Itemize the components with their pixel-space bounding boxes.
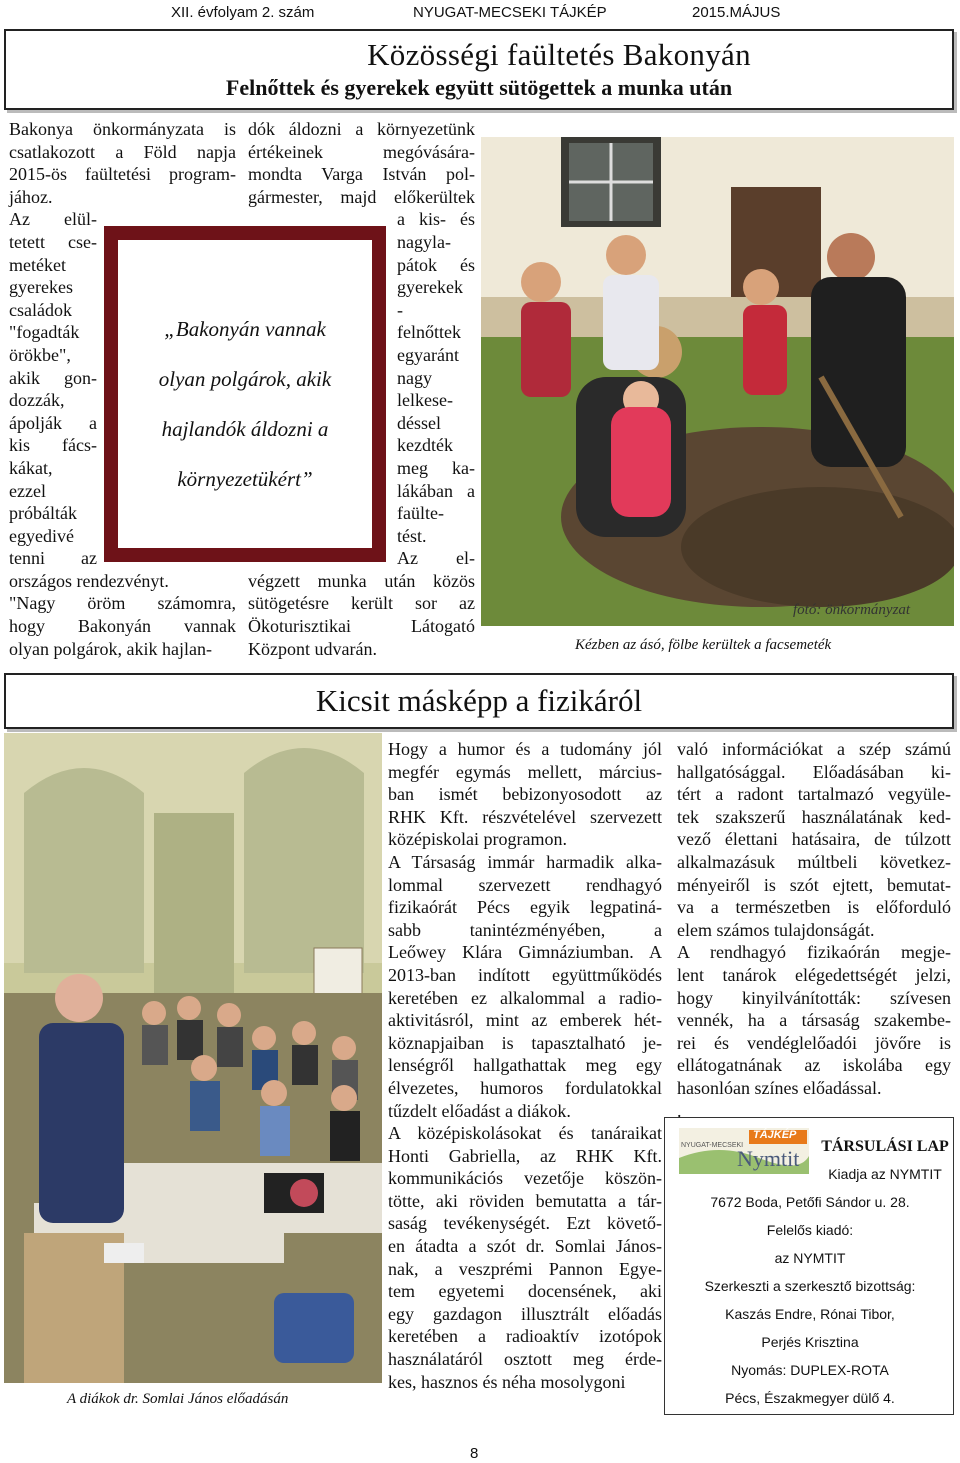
tree-planting-illustration (481, 137, 954, 626)
text-line: lommal szervezett rendhagyó (388, 874, 662, 895)
issue-label: XII. évfolyam 2. szám (171, 4, 315, 21)
text-line: ban ismét bebizonyosodott az (388, 784, 662, 805)
text-line: lákában a (397, 480, 475, 501)
text-line: fizikaórát Pécs egyik legpatiná- (388, 897, 662, 918)
text-line: tűzdelt előadást a diákok. (388, 1100, 571, 1121)
running-header (0, 4, 960, 24)
text-line: hogy Bakonyán vannak (9, 616, 236, 637)
article2-column-2 (677, 738, 951, 1122)
text-line: alkalmazásuk múltbeli következ- (677, 851, 951, 872)
text-line: ellátogatnának az iskolába egy (677, 1055, 951, 1076)
logo-left-text: NYUGAT-MECSEKI (681, 1142, 744, 1149)
tree-planting-photo (481, 137, 954, 626)
text-line: Az el- (397, 548, 475, 569)
text-line: ezzel (9, 480, 46, 501)
lecture-photo (4, 733, 382, 1383)
text-line: 2013-ban indított együttműködés (388, 964, 662, 985)
text-line: dók áldozni a környezetünk (248, 119, 475, 139)
text-line: akik gon- (9, 367, 97, 388)
text-line: a kis- és (397, 209, 475, 230)
text-line: középiskolai programon. (388, 829, 567, 850)
article2-column-1 (388, 738, 662, 1393)
text-line: egy gazdagon illusztrált előadás (388, 1303, 662, 1324)
article2-photo-caption: A diákok dr. Somlai János előadásán (67, 1391, 289, 1407)
imprint-line: 7672 Boda, Petőfi Sándor u. 28. (710, 1194, 910, 1210)
text-line: dozzák, (9, 390, 65, 411)
text-line: saság tevékenységét. Ezt követő- (388, 1213, 662, 1234)
text-line: kommunikációs vezetője köszön- (388, 1168, 662, 1189)
text-line: va a természetben is előforduló (677, 897, 951, 918)
text-line: gármester, majd előkerültek (248, 186, 475, 207)
imprint-line: Pécs, Északmegyer dülő 4. (725, 1390, 895, 1406)
imprint-line: az NYMTIT (774, 1250, 846, 1266)
imprint-line: Perjés Krisztina (761, 1334, 859, 1350)
imprint-line: Szerkeszti a szerkesztő bizottság: (704, 1278, 916, 1294)
imprint-line: Kaszás Endre, Rónai Tibor, (725, 1306, 895, 1322)
text-line: nagyla- (397, 231, 451, 252)
article1-subtitle: Felnőttek és gyerekek együtt sütögettek a munka után (225, 75, 733, 100)
text-line: gyerekek (397, 277, 463, 298)
article1-photo-caption: Kézben az ásó, fölbe kerültek a facsemeték (575, 637, 832, 653)
text-line: tenni az (9, 548, 97, 569)
text-line: meg ka- (397, 457, 475, 478)
quote-line: környezetükért” (177, 467, 313, 491)
text-line: csatlakozott a Föld napja (9, 141, 236, 162)
text-line: országos rendezvényt. (9, 570, 169, 591)
text-line: örökbe", (9, 344, 71, 365)
text-line: hasonlóan színes előadással. (677, 1077, 882, 1098)
text-line: Az elül- (9, 209, 97, 230)
lecture-illustration (4, 733, 382, 1383)
text-line: nak, a veszprémi Pannon Egye- (388, 1258, 662, 1279)
quote-line: olyan polgárok, akik (158, 367, 332, 391)
text-line: tetett cse- (9, 231, 97, 252)
text-line: tem egyetemi docensének, aki (388, 1281, 662, 1302)
text-line: élvezetes, humoros fordulatokkal (388, 1077, 662, 1098)
imprint-heading: TÁRSULÁSI LAP (821, 1138, 949, 1155)
text-line: való információkat a szép számú (677, 739, 951, 759)
text-line: Leőwey Klára Gimnáziumban. A (388, 942, 662, 963)
imprint-line: Kiadja az NYMTIT (828, 1166, 942, 1182)
text-line: Ökoturisztikai Látogató (248, 616, 475, 637)
text-line: lenségről hallgathattak meg egy (388, 1055, 662, 1076)
article1-title: Közösségi faültetés Bakonyán (367, 37, 751, 72)
text-line: faülte- (397, 503, 444, 524)
text-line: megfér egymás mellett, március- (388, 761, 662, 782)
text-line: pátok és (397, 254, 475, 275)
text-line: olyan polgárok, akik hajlan- (9, 638, 212, 659)
text-line: mondta Varga István pol- (248, 164, 475, 185)
nymtit-logo (679, 1128, 809, 1174)
text-line: sütögetésre került sor az (248, 593, 475, 614)
text-line: köznapjaiban is tapasztalható je- (388, 1032, 662, 1053)
imprint-line: Felelős kiadó: (766, 1222, 854, 1238)
text-line: gyerekes (9, 277, 73, 298)
text-line: végzett munka után közös (248, 570, 475, 591)
issue-date: 2015.MÁJUS (692, 4, 781, 21)
text-line: vennék, ha a társaság szakembe- (677, 1010, 951, 1031)
imprint-line: Nyomás: DUPLEX-ROTA (731, 1362, 889, 1378)
text-line: rei és vendéglelőadói jövőre is (677, 1032, 951, 1053)
text-line: Bakonya önkormányzata is (9, 119, 236, 139)
text-line: déssel (397, 412, 441, 433)
text-line: 2015-ös faültetési program- (9, 164, 236, 185)
photo-credit: fotó: önkormányzat (793, 602, 911, 618)
pull-quote (104, 226, 386, 562)
text-line: felnőttek (397, 322, 461, 343)
text-line: "Nagy öröm számomra, (9, 593, 236, 614)
text-line: használatáról osztott meg érde- (388, 1349, 662, 1370)
text-line: tek szakszerű használatának ked- (677, 806, 951, 827)
text-line: kes, hasznos és néha mosolygoni (388, 1371, 626, 1392)
text-line: metéket (9, 254, 66, 275)
article2-title-box (4, 673, 954, 729)
article2-title: Kicsit másképp a fizikáról (315, 683, 643, 718)
text-line: kezdték (397, 435, 453, 456)
text-line: tért a radont tartalmazó vegyüle- (677, 784, 951, 805)
text-line: keretében a radioaktív izotópok (388, 1326, 662, 1347)
text-line: jához. (9, 186, 53, 207)
text-line: ményeiről is szót ejtett, bemutat- (677, 874, 951, 895)
text-line: ápolják a (9, 412, 97, 433)
text-line: kákat, (9, 457, 53, 478)
text-line: en átadta a szót dr. Somlai János- (388, 1236, 662, 1257)
text-line: értékeinek megóvására- (248, 141, 475, 162)
text-line: lent tanárok elégedettségét jelzi, (677, 964, 951, 985)
text-line: tést. (397, 525, 427, 546)
text-line: kis fács- (9, 435, 97, 456)
text-line: hogy kinyilvánították: szívesen (677, 987, 951, 1008)
text-line: családok (9, 299, 72, 320)
text-line: A rendhagyó fizikaórán megje- (677, 942, 951, 963)
imprint-box (664, 1117, 954, 1415)
text-line: A Társaság immár harmadik alka- (388, 851, 662, 872)
text-line: nagy (397, 367, 432, 388)
text-line: . (677, 1100, 682, 1121)
text-line: vező élettani hatásaira, de túlzott (677, 829, 951, 850)
paper-name: NYUGAT-MECSEKI TÁJKÉP (413, 4, 607, 21)
text-line: Honti Gabriella, az RHK Kft. (388, 1145, 662, 1166)
article1-title-box (4, 29, 954, 110)
text-line: "fogadták (9, 322, 80, 343)
text-line: Központ udvarán. (248, 638, 377, 659)
text-line: tötte, aki röviden bemutatta a tár- (388, 1190, 662, 1211)
quote-line: „Bakonyán vannak (164, 317, 326, 341)
text-line: hallgatósággal. Előadásában ki- (677, 761, 951, 782)
text-line: keretében ez alkalommal a radio- (388, 987, 662, 1008)
text-line: RHK Kft. részvételével szervezett (388, 806, 662, 827)
text-line: aktivitásról, mint az emberek hét- (388, 1010, 662, 1031)
text-line: lelkese- (397, 390, 453, 411)
text-line: elem számos tulajdonságát. (677, 919, 875, 940)
text-line: - (397, 299, 403, 320)
quote-line: hajlandók áldozni a (161, 417, 329, 441)
text-line: egyaránt (397, 344, 459, 365)
text-line: sabb tanintézményében, a (388, 919, 662, 940)
text-line: próbálták (9, 503, 77, 524)
page-number: 8 (470, 1445, 479, 1462)
text-line: Hogy a humor és a tudomány jól (388, 739, 662, 759)
text-line: egyedivé (9, 525, 74, 546)
logo-small-text: TÁJKÉP (753, 1129, 797, 1141)
logo-big-text: Nymtit (737, 1146, 800, 1171)
text-line: A középiskolásokat és tanáraikat (388, 1123, 662, 1144)
